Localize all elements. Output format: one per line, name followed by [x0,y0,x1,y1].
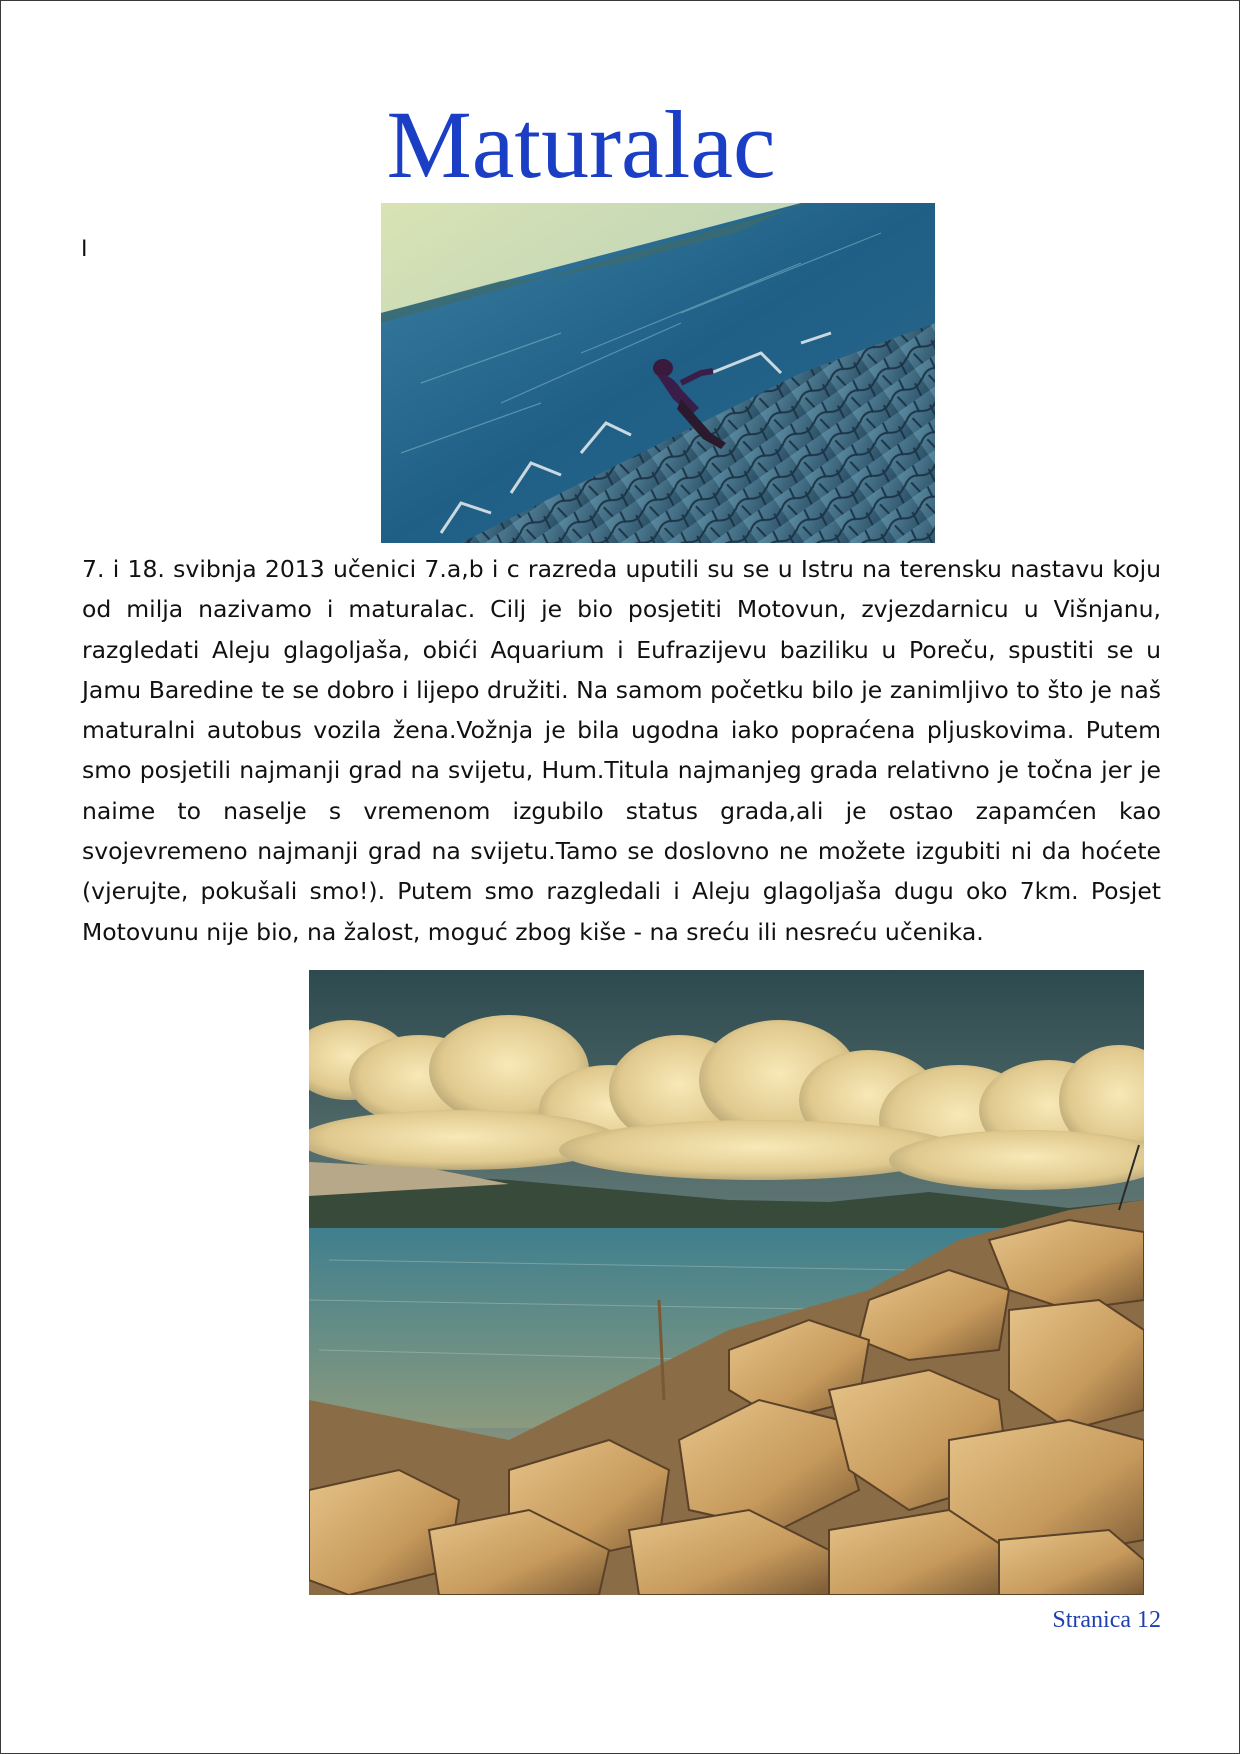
stray-text-mark: I [81,237,88,262]
article-paragraph: 7. i 18. svibnja 2013 učenici 7.a,b i c razreda uputili su se u Istru na terensku nastavu koju od milja nazivamo i maturalac. Cilj je bio posjetiti Motovun, zvjezdarnicu u Višnjanu, razgledati Aleju glagoljaša, obići Aquarium i Eufrazijevu baziliku u Poreču, spustiti se u Jamu Baredine te se dobro i lijepo družiti. Na samom početku bilo je zanimljivo to što je naš maturalni autobus vozila žena.Vožnja je bila ugodna iako popraćena pljuskovima. Putem smo posjetili najmanji grad na svijetu, Hum.Titula najmanjeg grada relativno je točna jer je naime to naselje s vremenom izgubilo status grada,ali je ostao zapamćen kao svojevremeno najmanji grad na svijetu.Tamo se doslovno ne možete izgubiti ni da hoćete (vjerujte, pokušali smo!). Putem smo razgledali i Aleju glagoljaša dugu oko 7km. Posjet Motovunu nije bio, na žalost, moguć zbog kiše - na sreću ili nesreću učenika. [82,555,1161,946]
photo-seaside-promenade [381,203,935,543]
page-number: Stranica 12 [1052,1607,1161,1633]
photo-rocky-shore [309,970,1144,1595]
page-title: Maturalac [386,91,776,198]
